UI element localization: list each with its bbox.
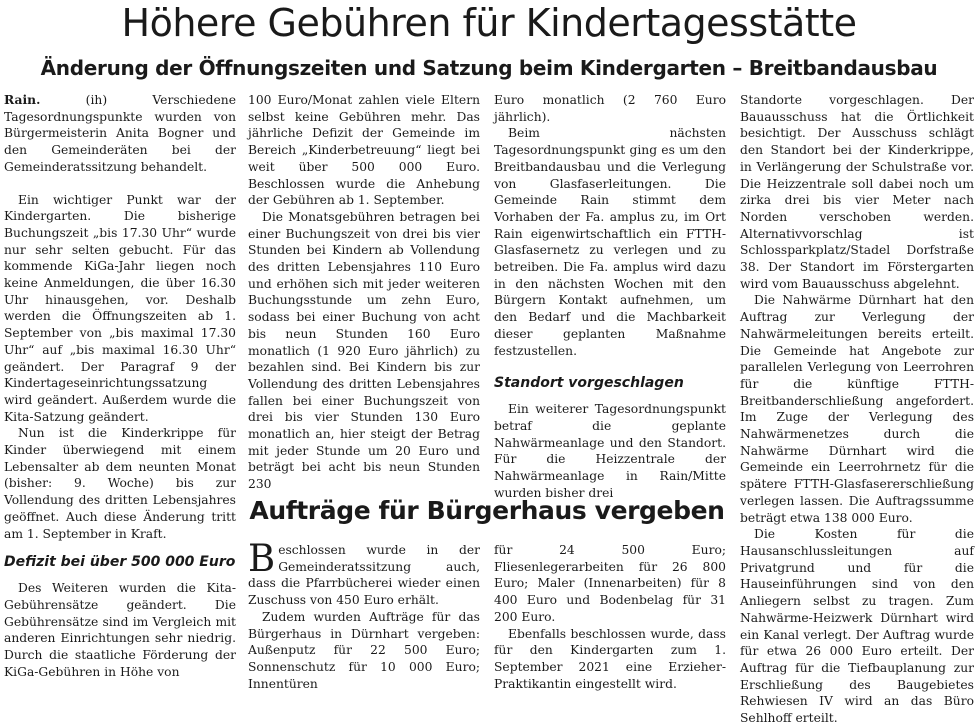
paragraph: Standorte vorgeschlagen. Der Bauausschuss hat die Örtlichkeit besichtigt. Der Ausschuss schlägt den Standort bei der Kinderkrippe, in Verlängerung der Schulstraße vor. Die Heizzentrale soll dabei noch um zirka drei bis vier Meter nach Norden verschoben werden. Alternativvorschlag ist Schlossparkplatz/Stadel Dorfstraße 38. Der Standort im Förstergarten wird vom Bauausschuss abgelehnt.: [740, 93, 974, 291]
paragraph: Nun ist die Kinderkrippe für Kinder überwiegend mit einem Lebensalter ab dem neunten Monat (bisher: 9. Woche) bis zur Vollendung des dritten Lebensjahres geöffnet. Auch diese Änderung tritt am 1. September in Kraft.: [4, 426, 236, 541]
subheading-defizit: Defizit bei über 500 000 Euro: [4, 554, 236, 571]
paragraph-text: (ih) Verschiedene Tagesordnungspunkte wurden von Bürgermeisterin Anita Bogner und den Gemeinderäten bei der Gemeinderatssitzung behandelt.: [4, 93, 236, 174]
subheading-standort: Standort vorgeschlagen: [494, 375, 684, 392]
paragraph: Des Weiteren wurden die Kita-Gebührensätze geändert. Die Gebührensätze sind im Vergleich mit anderen Einrichtungen sehr niedrig. Durch die staatliche Förderung der KiGa-Gebühren in Höhe von: [4, 581, 236, 679]
paragraph: Ein weiterer Tagesordnungspunkt betraf die geplante Nahwärmeanlage und den Standort. Für die Heizzentrale der Nahwärmeanlage in Rain/Mitte wurden bisher drei: [494, 402, 726, 500]
dateline: Rain.: [4, 92, 41, 107]
paragraph: [248, 537, 480, 609]
paragraph: Die Nahwärme Dürnhart hat den Auftrag zur Verlegung der Nahwärmeleitungen bereits erteilt. Die Gemeinde hat Angebote zur parallelen Verlegung von Leerrohren für die künftige FTTH-Breitbanderschließung angefordert. Im Zuge der Verlegung des Nahwärmenetzes durch die Nahwärme Dürnhart wird die Gemeinde ein Leerrohrnetz für die spätere FTTH-Glasfasererschließung verlegen lassen. Die Auftragssumme beträgt etwa 138 000 Euro.: [740, 293, 974, 525]
paragraph: Euro monatlich (2 760 Euro jährlich).: [494, 93, 726, 124]
article-column-2: [248, 92, 480, 492]
article-column-1: [4, 92, 236, 679]
paragraph: [4, 92, 236, 176]
paragraph: Beim nächsten Tagesordnungspunkt ging es um den Breitbandausbau und die Verlegung von Glasfaserleitungen. Die Gemeinde Rain stimmt dem Vorhaben der Fa. amplus zu, im Ort Rain eigenwirtschaftlich ein FTTH-Glasfasernetz zu verlegen und zu betreiben. Die Fa. amplus wird dazu in den nächsten Wochen mit den Bürgern Kontakt aufnehmen, um den Bedarf und die Machbarkeit dieser geplanten Maßnahme festzustellen.: [494, 126, 726, 358]
paragraph: Zudem wurden Aufträge für das Bürgerhaus in Dürnhart vergeben: Außenputz für 22 500 Euro; Sonnenschutz für 10 000 Euro; Innentüren: [248, 609, 480, 691]
paragraph: Ebenfalls beschlossen wurde, dass für den Kindergarten zum 1. September 2021 eine Erzieher-Praktikantin eingestellt wird.: [494, 626, 726, 691]
article2-column-1: [248, 537, 480, 691]
article-column-4: [740, 92, 974, 726]
paragraph-text: eschlossen wurde in der Gemeinderatssitzung auch, dass die Pfarrbücherei wieder einen Zuschuss von 450 Euro erhält.: [248, 543, 480, 608]
article-column-3: [494, 92, 726, 500]
article2-headline: Aufträge für Bürgerhaus vergeben: [249, 496, 725, 525]
paragraph: Die Monatsgebühren betragen bei einer Buchungszeit von drei bis vier Stunden bei Kindern ab Vollendung des dritten Lebensjahres 110 Euro und erhöhen sich mit jeder weiteren Buchungsstunde um zehn Euro, sodass bei einer Buchung von acht bis neun Stunden 160 Euro monatlich (1 920 Euro jährlich) zu bezahlen sind. Bei Kindern bis zur Vollendung des dritten Lebensjahres fallen bei einer Buchungszeit von drei bis vier Stunden 130 Euro monatlich an, hier steigt der Betrag mit jeder Stunde um 20 Euro und beträgt bei acht bis neun Stunden 230: [248, 209, 480, 492]
paragraph: Ein wichtiger Punkt war der Kindergarten. Die bisherige Buchungszeit „bis 17.30 Uhr“ wurde nur sehr selten gebucht. Für das kommende KiGa-Jahr liegen noch keine Anmeldungen, die über 16.30 Uhr hinausgehen, vor. Deshalb werden die Öffnungszeiten ab 1. September von „bis maximal 17.30 Uhr“ auf „bis maximal 16.30 Uhr“ geändert. Der Paragraf 9 der Kindertageseinrichtungssatzung wird geändert. Außerdem wurde die Kita-Satzung geändert.: [4, 192, 236, 424]
drop-cap: B: [248, 537, 276, 580]
paragraph: für 24 500 Euro; Fliesenlegerarbeiten für 26 800 Euro; Maler (Innenarbeiten) für 8 400 Euro und Bodenbelag für 31 200 Euro.: [494, 543, 726, 624]
subheadline: Änderung der Öffnungszeiten und Satzung beim Kindergarten – Breitbandausbau: [40, 56, 938, 80]
article2-column-2: [494, 542, 726, 691]
paragraph: 100 Euro/Monat zahlen viele Eltern selbst keine Gebühren mehr. Das jährliche Defizit der Gemeinde im Bereich „Kinderbetreuung“ liegt bei weit über 500 000 Euro. Beschlossen wurde die Anhebung der Gebühren ab 1. September.: [248, 93, 480, 208]
paragraph: Die Kosten für die Hausanschlussleitungen auf Privatgrund und für die Hauseinführungen sind von den Anliegern selbst zu tragen. Zum Nahwärme-Heizwerk Dürnhart wird ein Kanal verlegt. Der Auftrag wurde für etwa 26 000 Euro erteilt. Der Auftrag für die Tiefbauplanung zur Erschließung des Baugebietes Rehwiesen IV wird an das Büro Sehlhoff erteilt.: [740, 527, 974, 726]
headline: Höhere Gebühren für Kindertagesstätte: [121, 1, 857, 45]
